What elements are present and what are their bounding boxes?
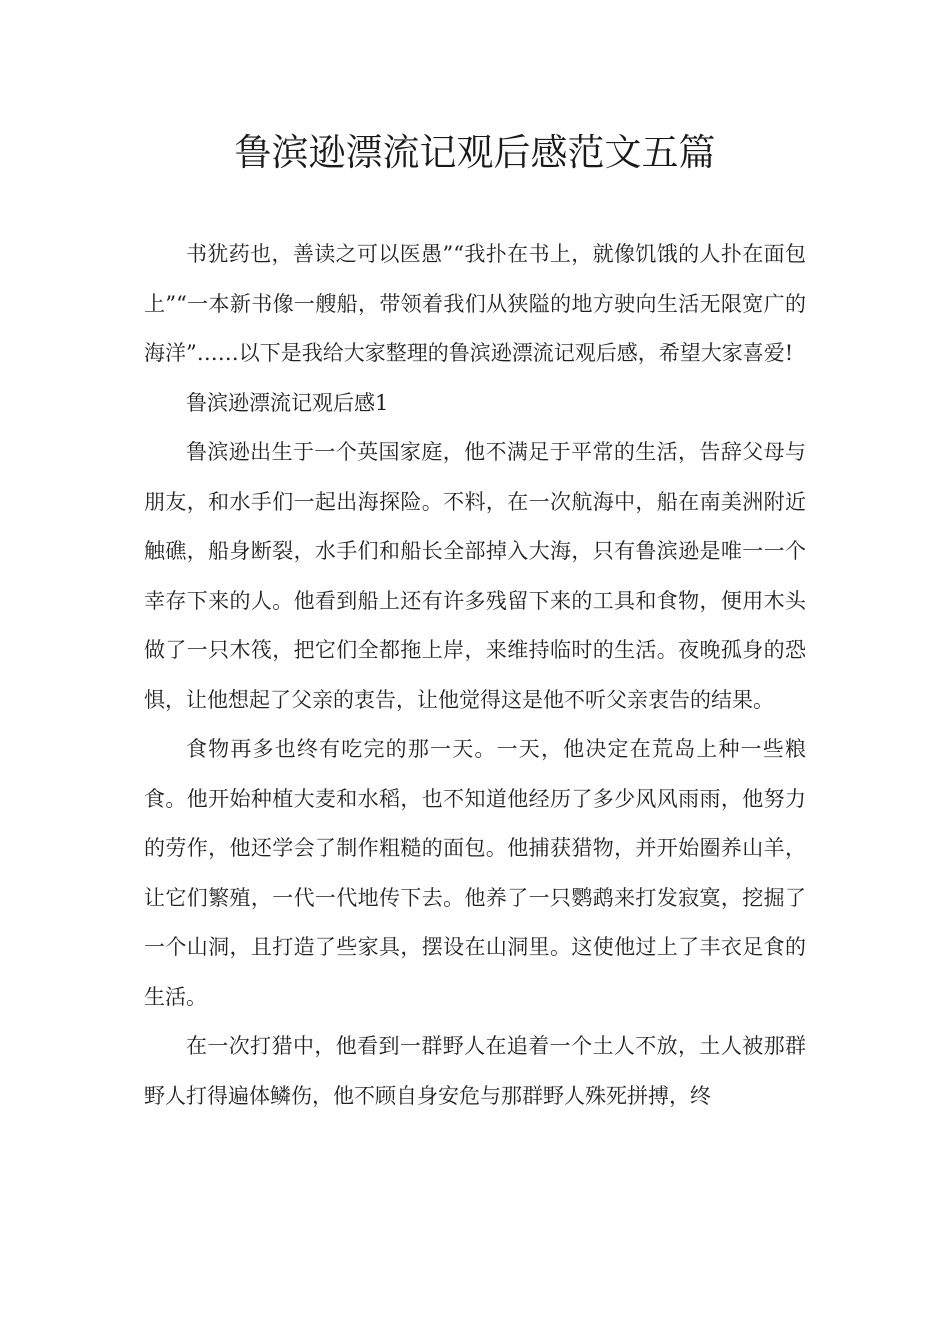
body-paragraph: 鲁滨逊出生于一个英国家庭，他不满足于平常的生活，告辞父母与朋友，和水手们一起出海探险。不料，在一次航海中，船在南美洲附近触礁，船身断裂，水手们和船长全部掉入大海，只有鲁滨逊是唯一一个幸存下来的人。他看到船上还有许多残留下来的工具和食物，便用木头做了一只木筏，把它们全都拖上岸，来维持临时的生活。夜晚孤身的恐惧，让他想起了父亲的衷告，让他觉得这是他不听父亲衷告的结果。 [144, 440, 806, 712]
document-body [144, 230, 806, 1121]
body-paragraph: 食物再多也终有吃完的那一天。一天，他决定在荒岛上种一些粮食。他开始种植大麦和水稻，也不知道他经历了多少风风雨雨，他努力的劳作，他还学会了制作粗糙的面包。他捕获猎物，并开始圈养山羊，让它们繁殖，一代一代地传下去。他养了一只鹦鹉来打发寂寞，挖掘了一个山洞，且打造了些家具，摆设在山洞里。这使他过上了丰衣足食的生活。 [144, 737, 806, 1009]
section-heading: 鲁滨逊漂流记观后感1 [186, 390, 389, 415]
document-title: 鲁滨逊漂流记观后感范文五篇 [234, 131, 716, 174]
body-paragraph: 在一次打猎中，他看到一群野人在追着一个土人不放，土人被那群野人打得遍体鳞伤，他不顾自身安危与那群野人殊死拼搏，终 [144, 1034, 806, 1108]
intro-paragraph: 书犹药也，善读之可以医愚”“我扑在书上，就像饥饿的人扑在面包上”“一本新书像一艘船，带领着我们从狭隘的地方驶向生活无限宽广的海洋”……以下是我给大家整理的鲁滨逊漂流记观后感，希望大家喜爱! [144, 242, 806, 365]
